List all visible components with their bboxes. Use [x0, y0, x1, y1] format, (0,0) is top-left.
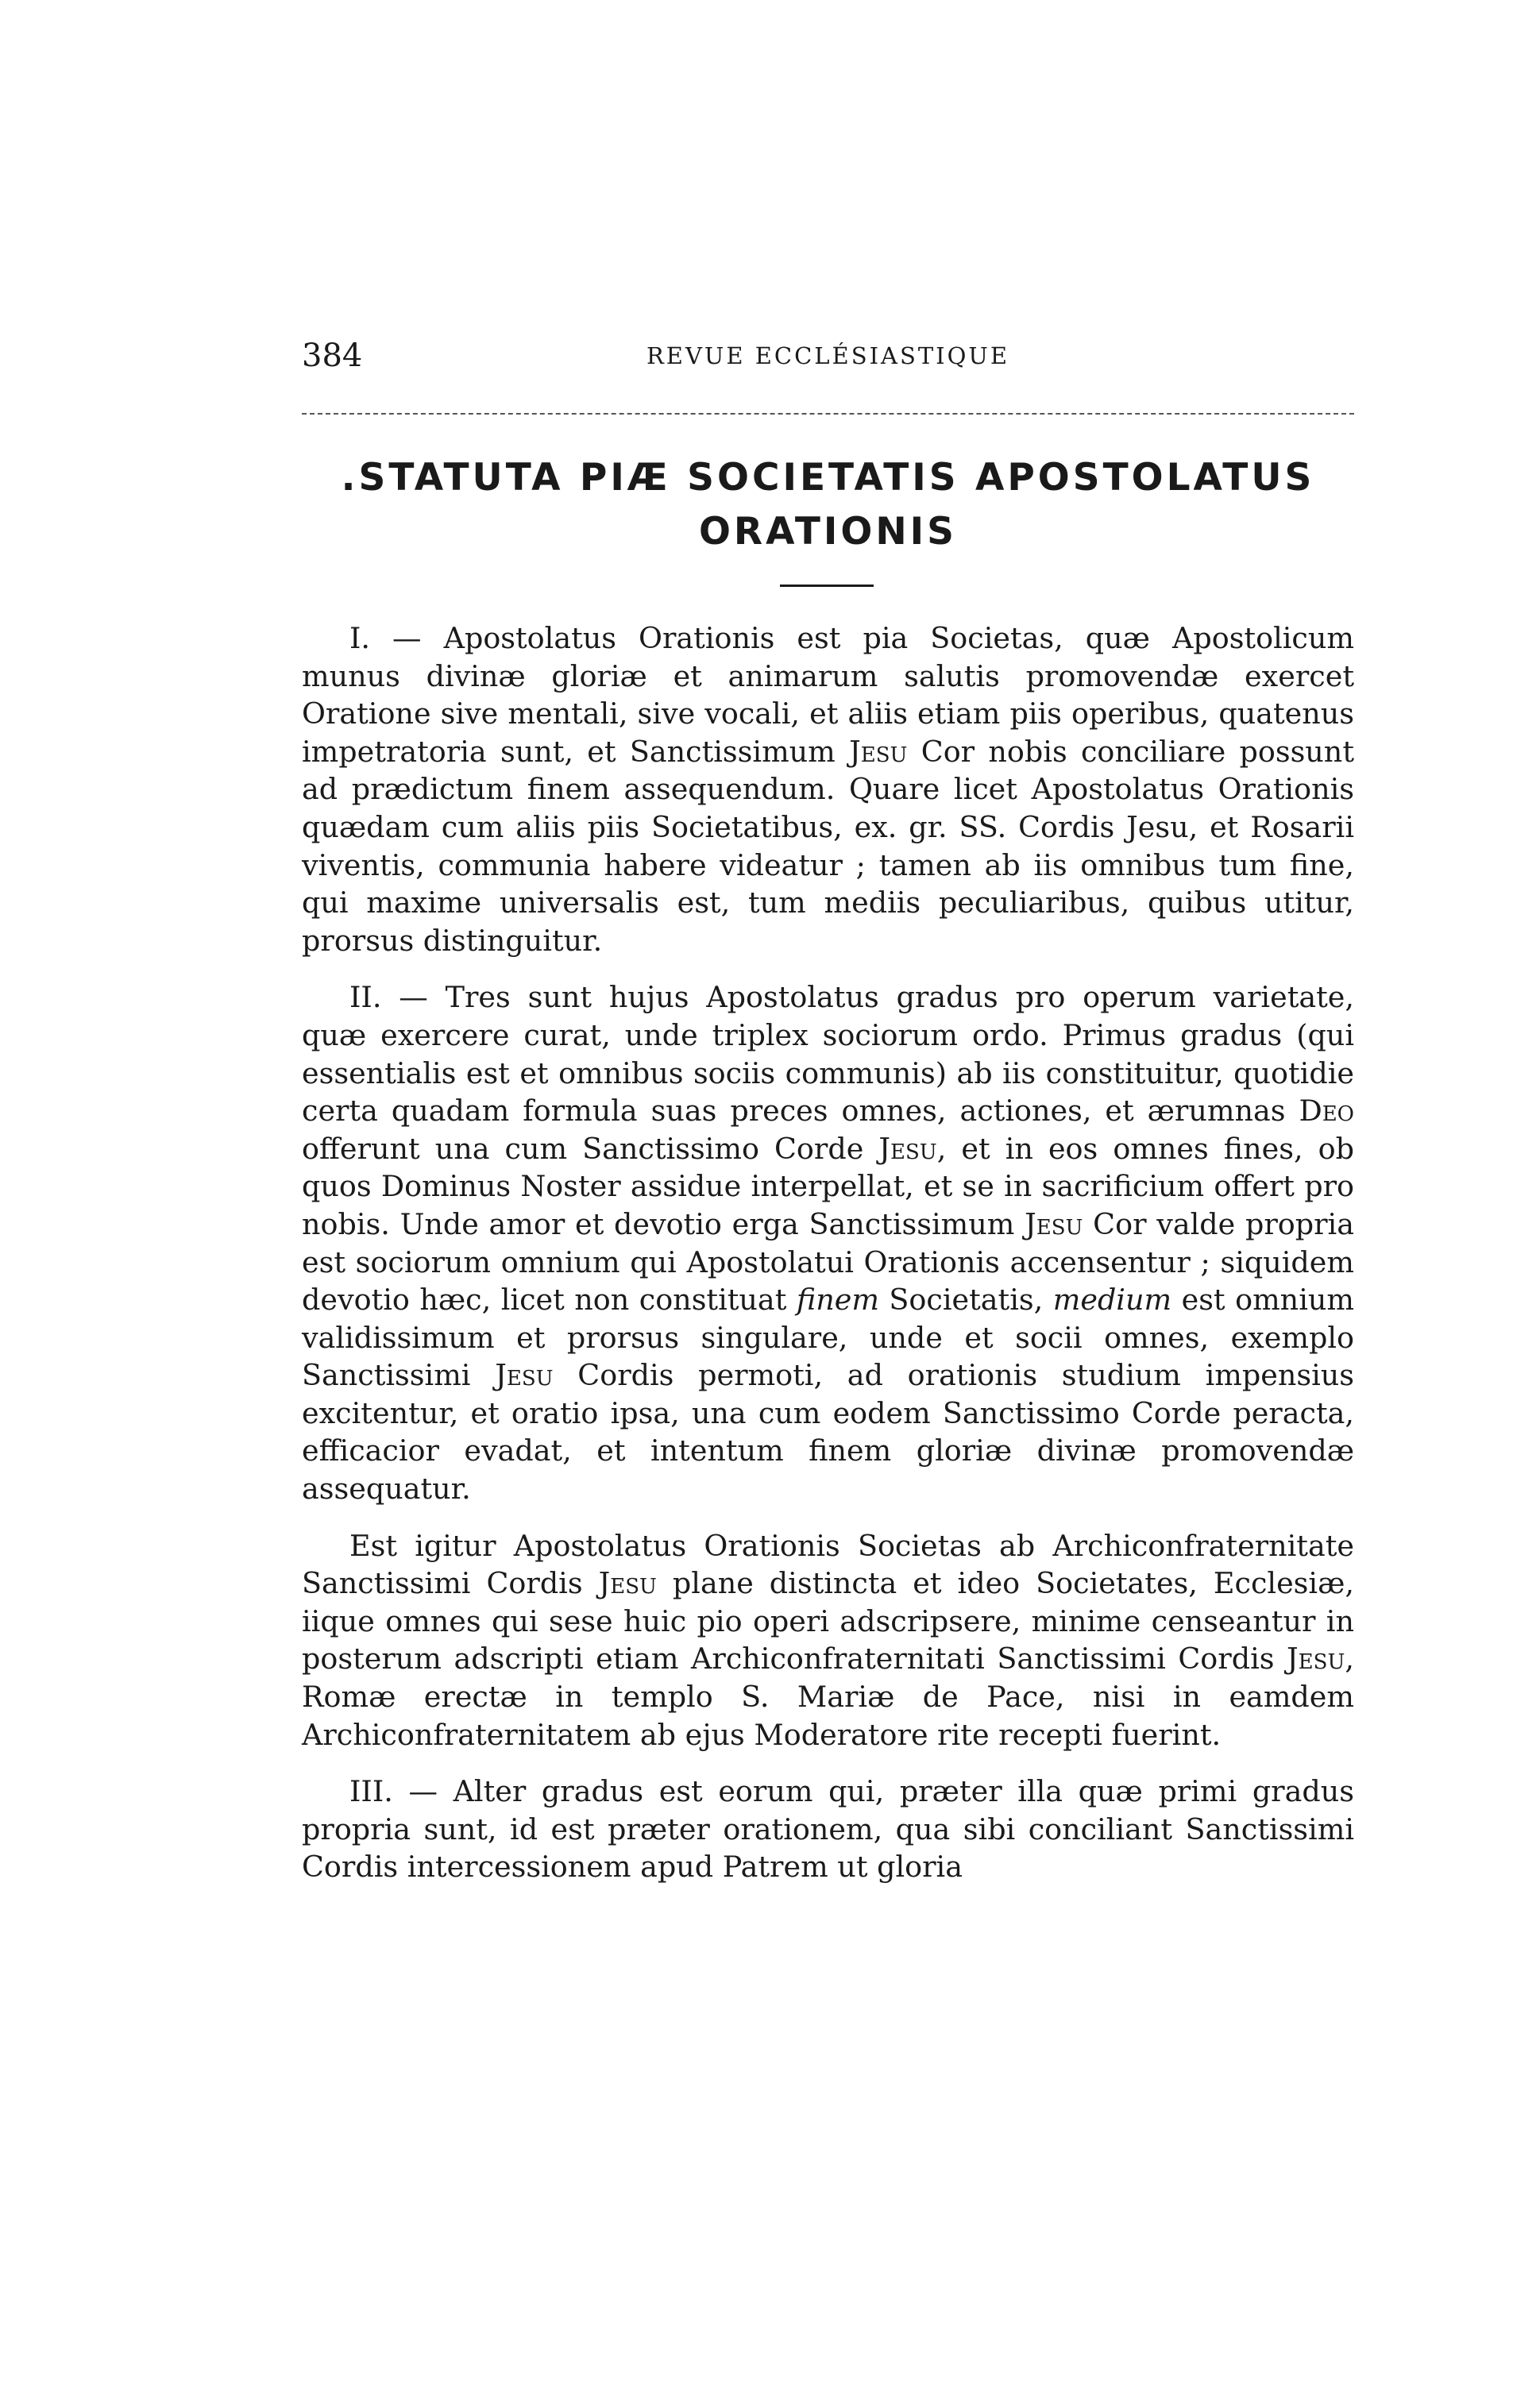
paragraph-2-name: Jesu — [495, 1358, 554, 1393]
paragraph-4 — [302, 1773, 1354, 1886]
paragraph-3-name: Jesu — [1287, 1642, 1345, 1676]
title-divider — [780, 585, 874, 587]
paragraph-4-text: III. — Alter gradus est eorum qui, præter illa quæ primi gradus propria sunt, id est præter orationem, qua sibi conciliant Sanctissimi Cordis intercessionem apud Patrem ut gloria — [302, 1774, 1354, 1885]
paragraph-3-name: Jesu — [598, 1566, 657, 1601]
paragraph-2-text: , et in eos omnes fines, ob quos Dominus Noster assidue interpellat, et se in sacrificium offert pro nobis. Unde amor et devotio erga Sanctissimum — [302, 1131, 1354, 1241]
paragraph-2-name: Deo — [1299, 1094, 1354, 1129]
article-title: .STATUTA PIÆ SOCIETATIS APOSTOLATUS ORATIONIS — [341, 456, 1315, 554]
header-divider — [302, 413, 1354, 415]
running-head — [302, 332, 1354, 380]
paragraph-2-text: Cor valde propria est sociorum omnium qui Apostolatui Orationis accensentur ; siquidem devotio hæc, licet non constituat — [302, 1206, 1354, 1318]
journal-title: REVUE ECCLÉSIASTIQUE — [646, 342, 1010, 369]
paragraph-2-name: Jesu — [878, 1131, 937, 1166]
article-body — [302, 619, 1354, 1905]
paragraph-3-text: Est igitur Apostolatus Orationis Societas ab Archiconfraternitate Sanctissimi Cordis — [302, 1528, 1354, 1601]
paragraph-2 — [302, 978, 1354, 1507]
paragraph-3-text: plane distincta et ideo Societates, Ecclesiæ, iique omnes qui sese huic pio operi adscripsere, minime censeantur in posterum adscripti etiam Archiconfraternitati Sanctissimi Cordis — [302, 1566, 1354, 1676]
paragraph-2-text: Societatis, — [878, 1283, 1053, 1318]
paragraph-2-emphasis: finem — [796, 1283, 879, 1318]
paragraph-1-text: I. — Apostolatus Orationis est pia Societas, quæ Apostolicum munus divinæ gloriæ et animarum salutis promovendæ exercet Oratione sive mentali, sive vocali, et aliis etiam piis operibus, quatenus impetratoria sunt, et Sanctissimum — [302, 621, 1354, 769]
paragraph-2-text: Cordis permoti, ad orationis studium impensius excitentur, et oratio ipsa, una cum eodem Sanctissimo Corde peracta, efficacior evadat, et intentum finem gloriæ divinæ promovendæ assequatur. — [302, 1358, 1354, 1507]
paragraph-3 — [302, 1527, 1354, 1754]
paragraph-2-text: est omnium validissimum et prorsus singulare, unde et socii omnes, exemplo Sanctissimi — [302, 1283, 1354, 1393]
paragraph-1 — [302, 619, 1354, 959]
paragraph-3-text: , Romæ erectæ in templo S. Mariæ de Pace, nisi in eamdem Archiconfraternitatem ab ejus Moderatore rite recepti fuerint. — [302, 1642, 1354, 1752]
page-number: 384 — [302, 338, 363, 374]
paragraph-2-emphasis: medium — [1052, 1283, 1172, 1318]
paragraph-2-text: II. — Tres sunt hujus Apostolatus gradus pro operum varietate, quæ exercere curat, unde triplex sociorum ordo. Primus gradus (qui essentialis est et omnibus sociis communis) ab iis constituitur, quotidie certa quadam formula suas preces omnes, actiones, et ærumnas — [302, 980, 1354, 1129]
paragraph-1-text: Cor nobis conciliare possunt ad prædictum finem assequendum. Quare licet Apostolatus Orationis quædam cum aliis piis Societatibus, ex. gr. SS. Cordis Jesu, et Rosarii viventis, communia habere videatur ; tamen ab iis omnibus tum fine, qui maxime universalis est, tum mediis peculiaribus, quibus utitur, prorsus distinguitur. — [302, 734, 1354, 958]
paragraph-1-name: Jesu — [849, 734, 908, 769]
paragraph-2-text: offerunt una cum Sanctissimo Corde — [302, 1131, 879, 1166]
paragraph-2-name: Jesu — [1025, 1206, 1083, 1241]
